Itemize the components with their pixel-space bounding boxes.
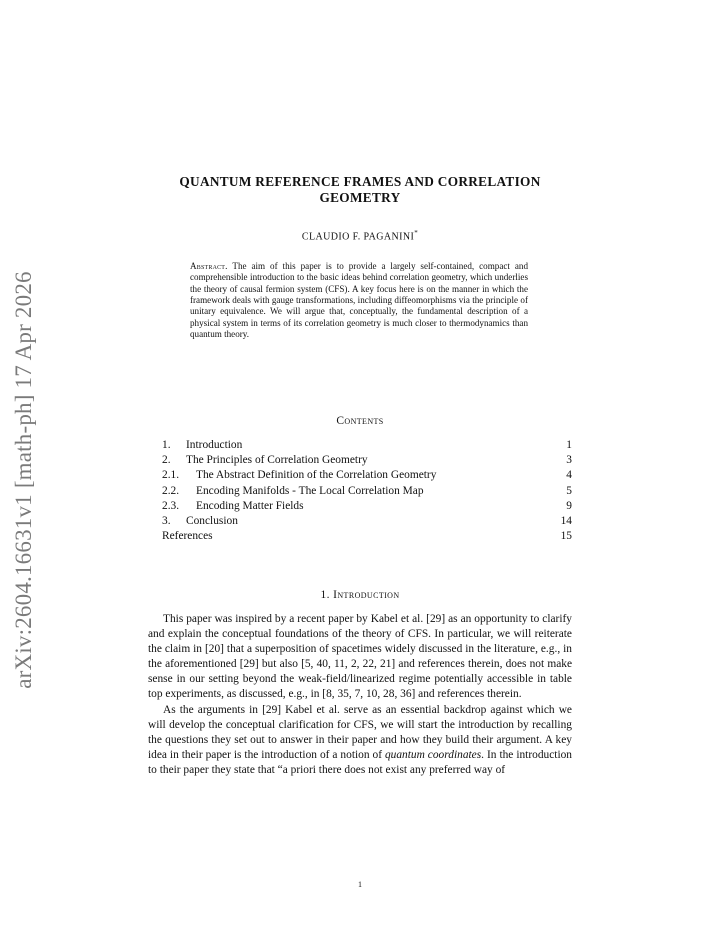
toc-item-page: 3 bbox=[566, 454, 572, 467]
paragraph-2-text-b: . In the introduction to their paper they state that “a priori there does not exist any preferred way of bbox=[148, 748, 572, 776]
author-footnote-mark: * bbox=[414, 229, 419, 237]
title-line-1: QUANTUM REFERENCE FRAMES AND CORRELATION bbox=[179, 174, 541, 189]
toc-item-introduction[interactable] bbox=[162, 438, 572, 453]
toc-item-references[interactable] bbox=[162, 529, 572, 544]
toc-item-encoding-matter[interactable] bbox=[162, 499, 572, 514]
toc-item-page: 14 bbox=[560, 514, 572, 527]
toc-item-number: 2.2. bbox=[162, 484, 180, 497]
abstract bbox=[190, 261, 528, 340]
toc-item-label: Encoding Manifolds - The Local Correlation Map bbox=[196, 484, 424, 497]
toc-item-label: The Principles of Correlation Geometry bbox=[186, 454, 368, 467]
toc-item-page: 15 bbox=[560, 530, 572, 543]
paragraph-1: This paper was inspired by a recent paper by Kabel et al. [29] as an opportunity to clarify and explain the conceptual foundations of the theory of CFS. In particular, we will reiterate the claim in [20] that a superposition of spacetimes widely discussed in the literature, e.g., in the aforementioned [29] but also [5, 40, 11, 2, 22, 21] and references therein, does not make sense in our setting beyond the weak-field/linearized regime potentially accessible in table top experiments, as discussed, e.g., in [8, 35, 7, 10, 28, 36] and references therein. bbox=[148, 613, 572, 701]
toc-item-label: Conclusion bbox=[186, 514, 238, 527]
arxiv-sidebar-stamp bbox=[11, 271, 44, 689]
toc-item-label: Introduction bbox=[186, 439, 243, 451]
toc-item-abstract-definition[interactable] bbox=[162, 468, 572, 483]
author-name: CLAUDIO F. PAGANINI bbox=[301, 231, 415, 243]
body-text bbox=[148, 612, 572, 778]
toc-item-number: 2.1. bbox=[162, 469, 180, 482]
toc-item-page: 9 bbox=[566, 499, 572, 512]
abstract-text: The aim of this paper is to provide a largely self-contained, compact and comprehensible introduction to the basic ideas behind correlation geometry, which underlies the theory of causal fermion system (CFS). A key focus here is on the manner in which the framework deals with gauge transformations, including diffeomorphisms via the principle of unitary equivalence. We will argue that, conceptually, the fundamental description of a physical system in terms of its correlation geometry is much closer to thermodynamics than quantum theory. bbox=[190, 261, 528, 340]
author-line bbox=[150, 229, 570, 242]
arxiv-identifier: arXiv:2604.16631v1 [math-ph] 17 Apr 2026 bbox=[11, 271, 36, 689]
toc-item-page: 5 bbox=[566, 484, 572, 497]
toc-item-page: 1 bbox=[566, 439, 572, 451]
toc-item-encoding-manifolds[interactable] bbox=[162, 484, 572, 499]
paper-title bbox=[150, 174, 570, 206]
toc-item-label: The Abstract Definition of the Correlation Geometry bbox=[196, 469, 437, 482]
toc-item-principles[interactable] bbox=[162, 453, 572, 468]
paragraph-2-text-a: As the arguments in [29] Kabel et al. serve as an essential backdrop against which we will develop the conceptual clarification for CFS, we will start the introduction by recalling the questions they set out to answer in their paper and how they build their argument. A key idea in their paper is the introduction of a notion of bbox=[148, 703, 572, 761]
toc-item-conclusion[interactable] bbox=[162, 514, 572, 529]
abstract-label: Abstract. bbox=[190, 261, 228, 271]
page-number: 1 bbox=[358, 880, 362, 889]
contents-heading: Contents bbox=[336, 415, 384, 427]
toc-item-number: 1. bbox=[162, 439, 171, 451]
paragraph-2-emphasis: quantum coordinates bbox=[384, 748, 482, 761]
toc-item-number: 2. bbox=[162, 454, 171, 467]
paragraph-2 bbox=[148, 703, 572, 778]
toc-item-number: 3. bbox=[162, 514, 171, 527]
toc-item-page: 4 bbox=[566, 469, 572, 482]
table-of-contents bbox=[162, 438, 572, 544]
toc-item-number: 2.3. bbox=[162, 499, 180, 512]
title-line-2: GEOMETRY bbox=[319, 190, 401, 205]
toc-item-label: Encoding Matter Fields bbox=[196, 499, 304, 512]
toc-item-label: References bbox=[162, 530, 213, 543]
section-heading-introduction: 1. Introduction bbox=[320, 589, 400, 601]
